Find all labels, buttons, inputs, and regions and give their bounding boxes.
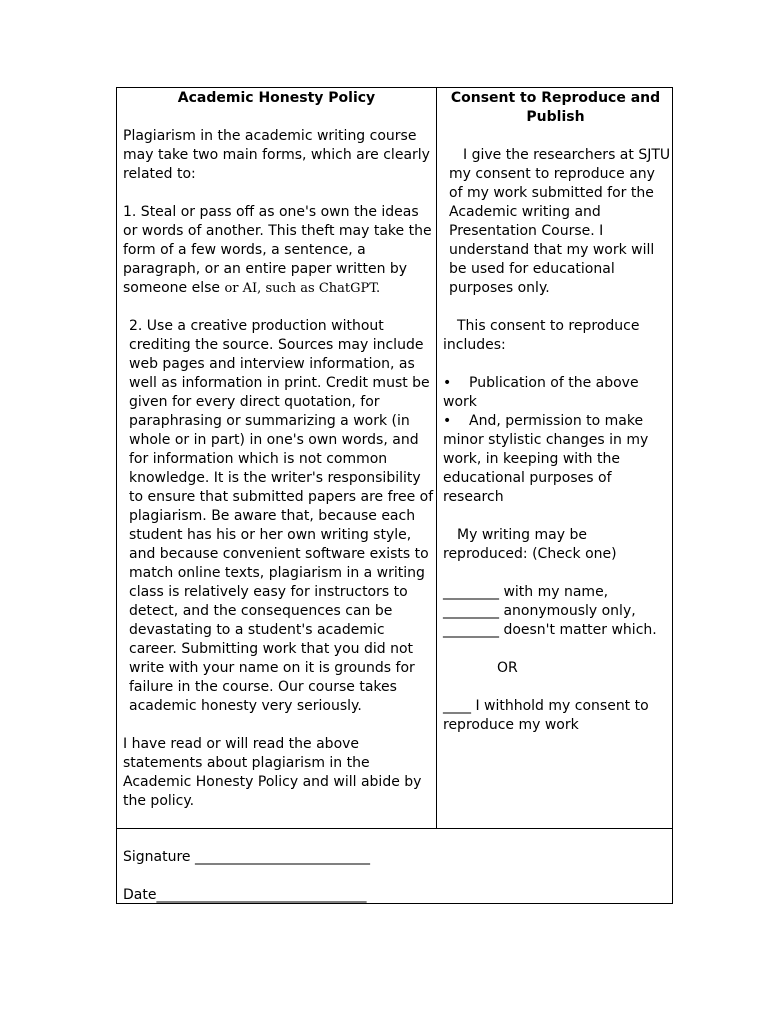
signature-field[interactable]: Signature _________________________: [123, 849, 370, 865]
point-1-ai-text: or AI, such as ChatGPT.: [224, 281, 381, 296]
consent-statement-text: I give the researchers at SJTU my consent to reproduce any of my work submitted for the Academic writing and Presentation Course. I understand that my work will be used for educational purposes only.: [449, 147, 671, 296]
signature-section: [117, 828, 672, 903]
option-with-name[interactable]: ________ with my name,: [443, 584, 609, 600]
academic-honesty-column: [117, 88, 437, 828]
plagiarism-point-2: 2. Use a creative production without crediting the source. Sources may include web pages and interview information, as well as information in print. Credit must be given for every direct quotation, for paraphrasing or summarizing a work (in whole or in part) in one's own words, and for information which is not common knowledge. It is the writer's responsibility to ensure that submitted papers are free of plagiarism. Be aware that, because each student has his or her own writing style, and because convenient software exists to match online texts, plagiarism in a writing class is relatively easy for instructors to detect, and the consequences can be devastating to a student's academic career. Submitting work that you did not write with your name on it is grounds for failure in the course. Our course takes academic honesty very seriously.: [129, 318, 434, 714]
option-doesnt-matter[interactable]: ________ doesn't matter which.: [443, 622, 657, 638]
option-withhold-consent[interactable]: ____ I withhold my consent to reproduce my work: [443, 698, 649, 733]
consent-bullet-permission: • And, permission to make minor stylistic changes in my work, in keeping with the educational purposes of research: [443, 412, 672, 507]
reproduce-check-prompt: [443, 526, 672, 564]
consent-form-table: [116, 87, 673, 904]
academic-honesty-heading: Academic Honesty Policy: [177, 90, 376, 106]
plagiarism-point-1: [123, 203, 436, 298]
consent-bullet-publication: • Publication of the above work: [443, 374, 672, 412]
or-separator: OR: [497, 660, 518, 676]
option-anonymous[interactable]: ________ anonymously only,: [443, 603, 636, 619]
consent-column: [437, 88, 672, 828]
consent-heading: Consent to Reproduce and Publish: [450, 90, 661, 125]
consent-statement: [443, 146, 672, 298]
consent-includes-text: This consent to reproduce includes:: [443, 318, 640, 353]
policy-agreement: I have read or will read the above statements about plagiarism in the Academic Honesty Policy and will abide by the policy.: [123, 736, 422, 809]
date-field[interactable]: Date______________________________: [123, 887, 367, 903]
point-1-text: 1. Steal or pass off as one's own the ideas or words of another. This theft may take the form of a few words, a sentence, a paragraph, or an entire paper written by someone else: [123, 204, 432, 296]
consent-includes: [443, 317, 672, 355]
plagiarism-intro: Plagiarism in the academic writing course may take two main forms, which are clearly related to:: [123, 128, 430, 182]
reproduce-check-text: My writing may be reproduced: (Check one): [443, 527, 617, 562]
